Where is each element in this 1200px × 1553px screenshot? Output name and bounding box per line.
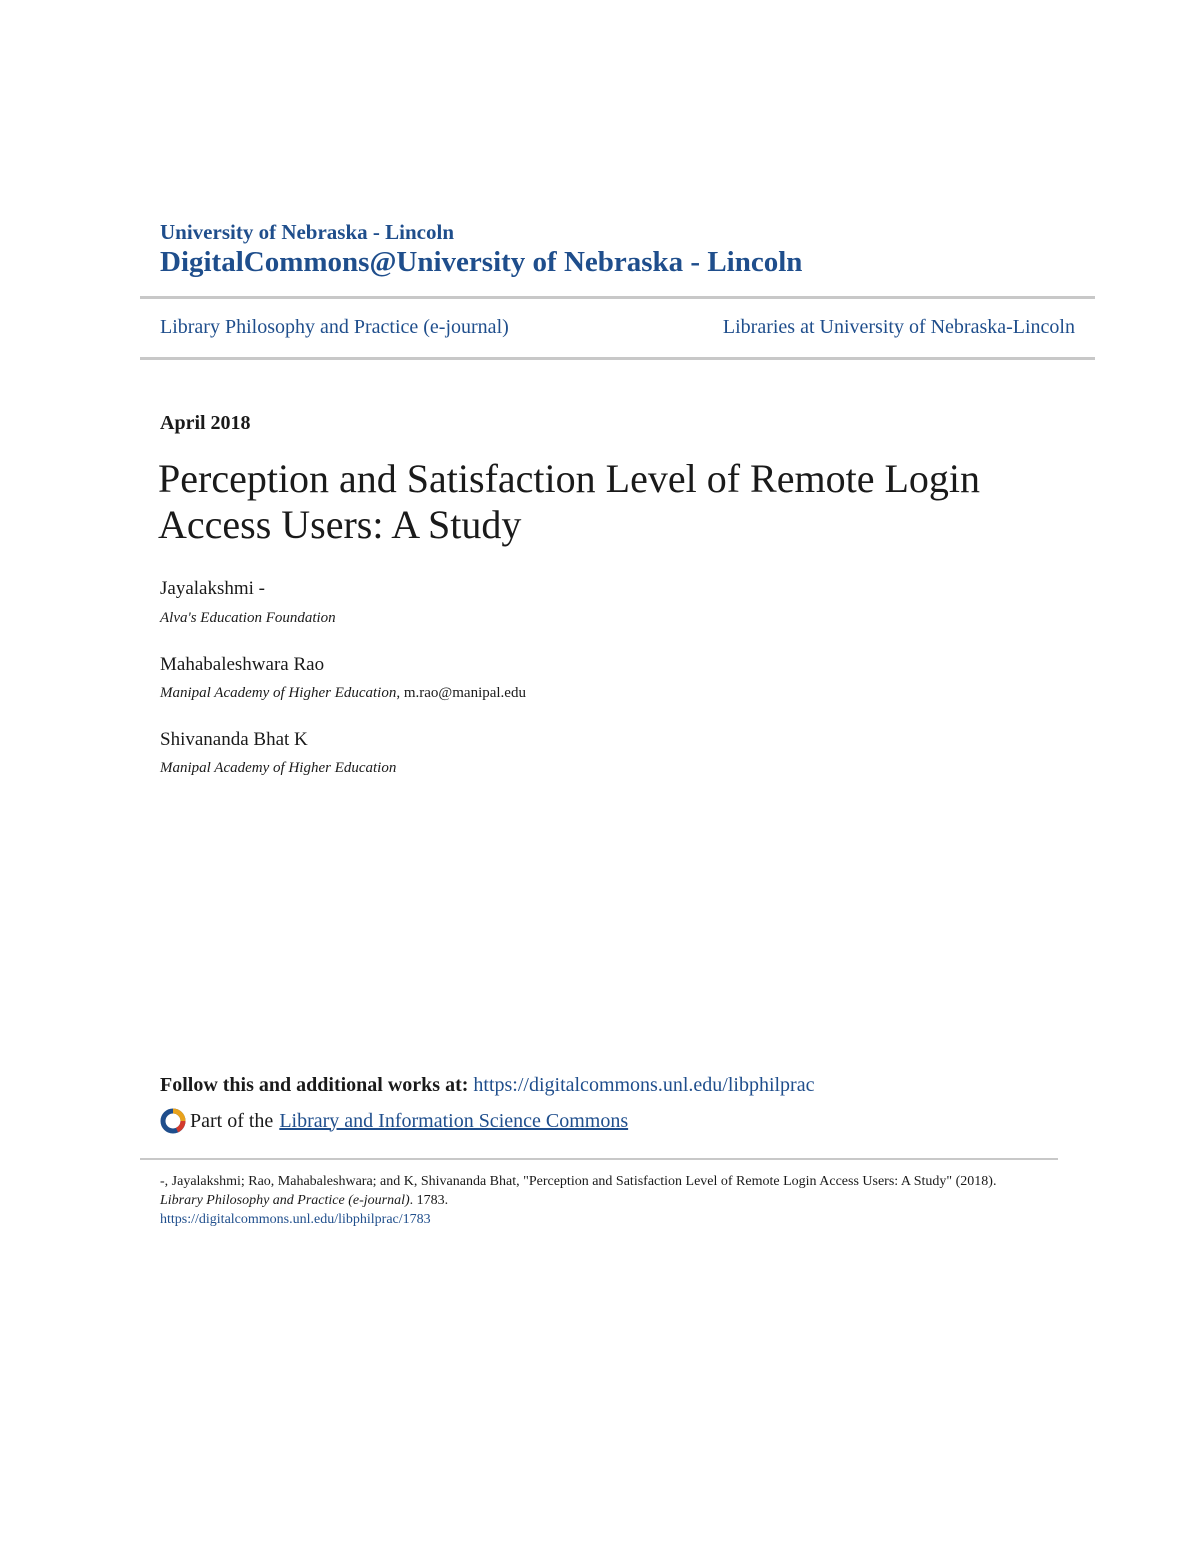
part-of-label: Part of the xyxy=(190,1109,274,1132)
citation-journal: Library Philosophy and Practice (e-journal) xyxy=(160,1193,410,1208)
citation-url-link[interactable]: https://digitalcommons.unl.edu/libphilprac/1783 xyxy=(160,1212,431,1227)
citation-divider xyxy=(140,1158,1058,1160)
bepress-commons-logo-icon xyxy=(160,1108,186,1134)
author-affiliation xyxy=(160,685,526,702)
publication-date: April 2018 xyxy=(160,412,251,434)
author-affiliation xyxy=(160,760,396,777)
author-name: Mahabaleshwara Rao xyxy=(160,654,325,675)
follow-line xyxy=(160,1074,814,1097)
citation-text-end: . 1783. xyxy=(409,1193,449,1208)
top-divider xyxy=(140,296,1095,299)
series-link[interactable]: Library Philosophy and Practice (e-journal) xyxy=(160,316,509,338)
citation-block xyxy=(160,1172,1040,1229)
affiliation-text: Manipal Academy of Higher Education xyxy=(160,760,397,776)
author-name: Shivananda Bhat K xyxy=(160,729,308,750)
follow-url-link[interactable]: https://digitalcommons.unl.edu/libphilprac xyxy=(473,1074,815,1096)
part-of-line xyxy=(160,1108,628,1134)
article-title: Perception and Satisfaction Level of Remote Login Access Users: A Study xyxy=(158,456,980,547)
library-link[interactable]: Libraries at University of Nebraska-Lincoln xyxy=(722,316,1075,338)
author-email[interactable]: , m.rao@manipal.edu xyxy=(396,685,526,701)
commons-link[interactable]: Library and Information Science Commons xyxy=(279,1109,629,1132)
author-name: Jayalakshmi - xyxy=(160,578,266,599)
bottom-divider xyxy=(140,357,1095,360)
repository-name[interactable]: DigitalCommons@University of Nebraska - Lincoln xyxy=(160,246,803,278)
author-affiliation xyxy=(160,610,336,627)
citation-text: -, Jayalakshmi; Rao, Mahabaleshwara; and K, Shivananda Bhat, "Perception and Satisfaction Level of Remote Login Access Users: A Study" (2018). xyxy=(160,1174,997,1189)
institution-name[interactable]: University of Nebraska - Lincoln xyxy=(160,220,454,244)
follow-label: Follow this and additional works at: xyxy=(160,1074,469,1096)
affiliation-text: Alva's Education Foundation xyxy=(160,610,336,626)
affiliation-text: Manipal Academy of Higher Education xyxy=(160,685,397,701)
